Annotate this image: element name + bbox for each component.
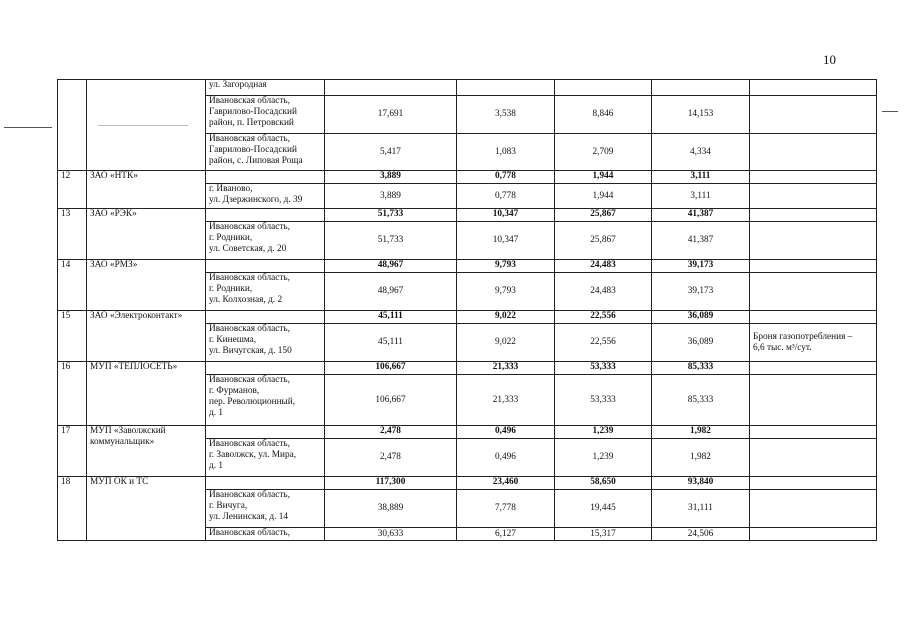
address-cell: Ивановская область, Гаврилово-Посадский район, с. Липовая Роща xyxy=(206,134,325,171)
value-cell: 9,022 xyxy=(457,324,555,362)
value-cell: 3,889 xyxy=(325,184,457,209)
value-cell: 53,333 xyxy=(555,375,652,426)
value-cell: 1,239 xyxy=(555,439,652,477)
address-cell: Ивановская область, г. Кинешма, ул. Вичугская, д. 150 xyxy=(206,324,325,362)
total-cell: 21,333 xyxy=(457,362,555,375)
value-cell: 48,967 xyxy=(325,273,457,311)
total-cell: 2,478 xyxy=(325,426,457,439)
value-cell: 24,483 xyxy=(555,273,652,311)
total-cell: 0,496 xyxy=(457,426,555,439)
value-cell: 3,538 xyxy=(457,96,555,134)
total-cell: 117,300 xyxy=(325,477,457,490)
value-cell: 30,633 xyxy=(325,528,457,541)
table-row xyxy=(58,171,877,184)
value-cell: 4,334 xyxy=(652,134,750,171)
address-cell: Ивановская область, Гаврилово-Посадский район, п. Петровский xyxy=(206,96,325,134)
value-cell: 38,889 xyxy=(325,490,457,528)
value-cell: 2,709 xyxy=(555,134,652,171)
total-cell: 85,333 xyxy=(652,362,750,375)
table-row xyxy=(58,426,877,439)
value-cell: 7,778 xyxy=(457,490,555,528)
value-cell: 9,793 xyxy=(457,273,555,311)
total-cell: 48,967 xyxy=(325,260,457,273)
address-cell: Ивановская область, г. Заволжск, ул. Мира, д. 1 xyxy=(206,439,325,477)
value-cell: 85,333 xyxy=(652,375,750,426)
value-cell: 25,867 xyxy=(555,222,652,260)
margin-mark-right xyxy=(882,111,898,112)
row-number: 14 xyxy=(58,260,87,311)
value-cell: 39,173 xyxy=(652,273,750,311)
org-name: ЗАО «РМЗ» xyxy=(87,260,206,311)
value-cell: 1,982 xyxy=(652,439,750,477)
address-cell: ул. Загородная xyxy=(206,80,325,96)
row-number: 17 xyxy=(58,426,87,477)
value-cell: 0,778 xyxy=(457,184,555,209)
margin-mark-left xyxy=(4,127,52,128)
address-cell: Ивановская область, г. Родники, ул. Советская, д. 20 xyxy=(206,222,325,260)
value-cell: 19,445 xyxy=(555,490,652,528)
value-cell: 24,506 xyxy=(652,528,750,541)
total-cell: 58,650 xyxy=(555,477,652,490)
value-cell: 36,089 xyxy=(652,324,750,362)
value-cell: 8,846 xyxy=(555,96,652,134)
value-cell: 0,496 xyxy=(457,439,555,477)
row-number: 15 xyxy=(58,311,87,362)
value-cell: 2,478 xyxy=(325,439,457,477)
org-name: МУП «Заволжский коммунальщик» xyxy=(87,426,206,477)
no-cell xyxy=(58,80,87,171)
total-cell: 10,347 xyxy=(457,209,555,222)
total-cell: 25,867 xyxy=(555,209,652,222)
value-cell: 41,387 xyxy=(652,222,750,260)
total-cell: 36,089 xyxy=(652,311,750,324)
row-number: 12 xyxy=(58,171,87,209)
total-cell: 3,111 xyxy=(652,171,750,184)
total-cell: 39,173 xyxy=(652,260,750,273)
total-cell: 9,793 xyxy=(457,260,555,273)
total-cell: 1,982 xyxy=(652,426,750,439)
table-row xyxy=(58,260,877,273)
row-number: 18 xyxy=(58,477,87,541)
address-cell: Ивановская область, г. Фурманов, пер. Революционный, д. 1 xyxy=(206,375,325,426)
total-cell: 23,460 xyxy=(457,477,555,490)
total-cell: 1,239 xyxy=(555,426,652,439)
value-cell: 17,691 xyxy=(325,96,457,134)
total-cell: 0,778 xyxy=(457,171,555,184)
value-cell: 5,417 xyxy=(325,134,457,171)
total-cell: 3,889 xyxy=(325,171,457,184)
row-number: 13 xyxy=(58,209,87,260)
total-cell: 53,333 xyxy=(555,362,652,375)
total-cell: 45,111 xyxy=(325,311,457,324)
value-cell: 31,111 xyxy=(652,490,750,528)
value-cell: 6,127 xyxy=(457,528,555,541)
allocation-table xyxy=(57,79,877,541)
table-row xyxy=(58,311,877,324)
address-cell: г. Иваново, ул. Дзержинского, д. 39 xyxy=(206,184,325,209)
org-name: ЗАО «Электроконтакт» xyxy=(87,311,206,362)
value-cell: 15,317 xyxy=(555,528,652,541)
org-name: ЗАО «РЭК» xyxy=(87,209,206,260)
total-cell: 106,667 xyxy=(325,362,457,375)
value-cell: 1,944 xyxy=(555,184,652,209)
total-cell: 22,556 xyxy=(555,311,652,324)
address-cell: Ивановская область, г. Вичуга, ул. Ленинская, д. 14 xyxy=(206,490,325,528)
total-cell: 93,840 xyxy=(652,477,750,490)
table-row xyxy=(58,80,877,96)
page-number: 10 xyxy=(823,52,836,67)
org-cell xyxy=(87,80,206,171)
total-cell: 24,483 xyxy=(555,260,652,273)
row-number: 16 xyxy=(58,362,87,426)
value-cell: 21,333 xyxy=(457,375,555,426)
table-row xyxy=(58,477,877,490)
value-cell: 1,083 xyxy=(457,134,555,171)
value-cell: 51,733 xyxy=(325,222,457,260)
address-cell: Ивановская область, г. Родники, ул. Колхозная, д. 2 xyxy=(206,273,325,311)
value-cell: 10,347 xyxy=(457,222,555,260)
value-cell: 22,556 xyxy=(555,324,652,362)
total-cell: 9,022 xyxy=(457,311,555,324)
value-cell: 106,667 xyxy=(325,375,457,426)
address-cell: Ивановская область, xyxy=(206,528,325,541)
value-cell: 14,153 xyxy=(652,96,750,134)
org-name: МУП «ТЕПЛОСЕТЬ» xyxy=(87,362,206,426)
total-cell: 1,944 xyxy=(555,171,652,184)
total-cell: 51,733 xyxy=(325,209,457,222)
org-name: МУП ОК и ТС xyxy=(87,477,206,541)
table-row xyxy=(58,209,877,222)
value-cell: 3,111 xyxy=(652,184,750,209)
org-name: ЗАО «НТК» xyxy=(87,171,206,209)
table-row xyxy=(58,362,877,375)
total-cell: 41,387 xyxy=(652,209,750,222)
note-cell: Броня газопотребления – 6,6 тыс. м³/сут. xyxy=(750,324,877,362)
value-cell: 45,111 xyxy=(325,324,457,362)
